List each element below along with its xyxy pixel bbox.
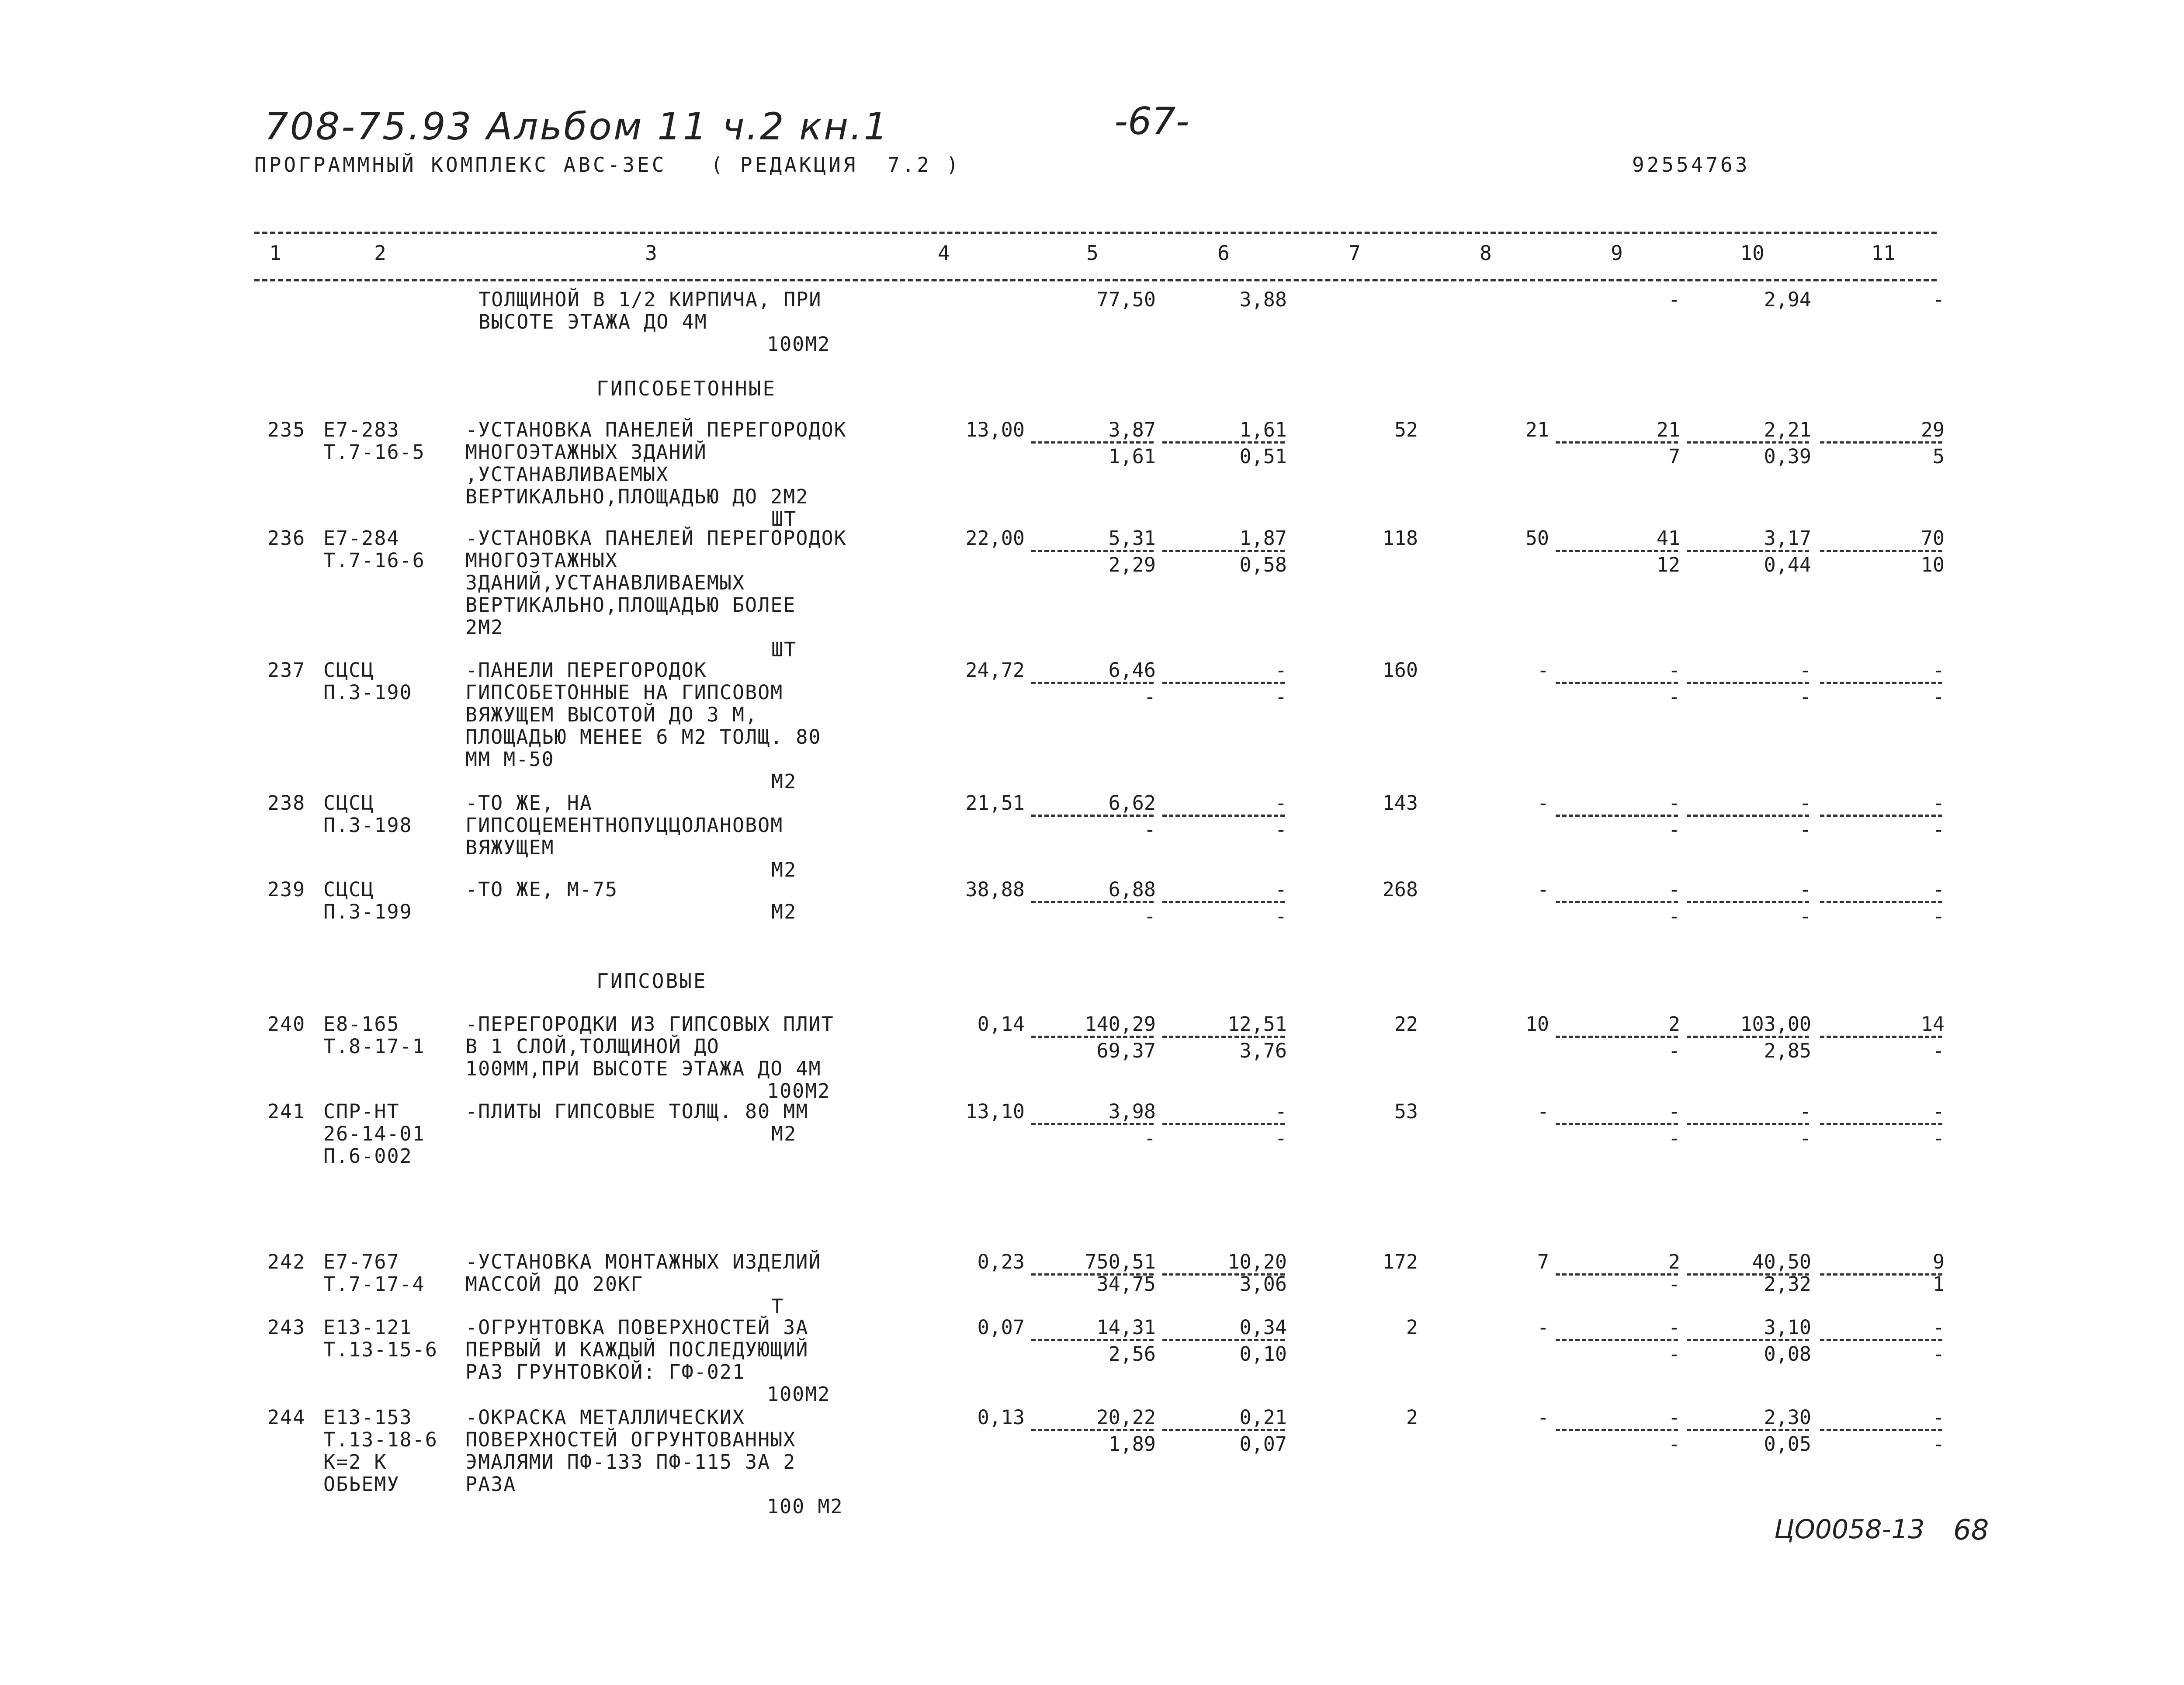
program-title: ПРОГРАММНЫЙ КОМПЛЕКС АВС-3ЕС ( РЕДАКЦИЯ 7.2 ) [254,153,961,177]
cell-c6: 0,21 [1239,1406,1287,1429]
cell-c9: - [1668,659,1680,682]
cell-c5: 3,98 [1108,1100,1156,1123]
cell-c11: 70 [1921,527,1945,550]
handwritten-title: 708-75.93 Альбом 11 ч.2 кн.1 [264,105,890,149]
cell-c7: 268 [1382,878,1418,901]
cell-c5: 6,46 [1108,659,1156,682]
column-number: 10 [1740,241,1765,265]
row-desc: -УСТАНОВКА ПАНЕЛЕЙ ПЕРЕГОРОДОК [465,418,847,441]
cell-c4: 13,10 [965,1100,1025,1123]
cell-c10: - [1799,791,1811,815]
cell-c11-second: - [1932,905,1945,928]
cell-c8: - [1537,1316,1549,1339]
row-code: Т.7-16-6 [323,549,425,572]
cell-c4: 21,51 [965,791,1025,815]
row-number: 238 [267,791,306,815]
cell-c8: - [1537,791,1549,815]
cell-c6: - [1275,659,1287,682]
cell-c7: 118 [1382,527,1418,550]
row-code: П.3-198 [323,814,413,837]
cell-col6: 3,88 [1239,288,1287,311]
row-number: 241 [267,1100,306,1123]
row-desc: -ОГРУНТОВКА ПОВЕРХНОСТЕЙ ЗА [465,1316,809,1339]
cell-c10: 3,10 [1764,1316,1811,1339]
cell-c10-second: 0,05 [1764,1432,1811,1456]
row-desc: В 1 СЛОЙ,ТОЛЩИНОЙ ДО [465,1035,720,1058]
cell-c5: 3,87 [1108,418,1156,441]
row-code: П.3-199 [323,900,413,923]
row-unit: ШТ [771,638,797,661]
cell-divider [1687,815,1809,817]
cell-c6: 10,20 [1227,1250,1287,1273]
cell-c6: 0,34 [1239,1316,1287,1339]
row-unit: М2 [771,1122,797,1145]
cell-divider [1162,1036,1285,1038]
unit: 100М2 [767,333,831,356]
row-desc: 2М2 [465,616,504,639]
row-number: 237 [267,659,306,682]
cell-divider [1162,1429,1285,1431]
cell-c11-second: - [1932,1342,1945,1366]
cell-c7: 143 [1382,791,1418,815]
cell-c11: - [1932,1406,1945,1429]
cell-c4: 0,23 [977,1250,1025,1273]
cell-c5-second: 1,89 [1108,1432,1156,1456]
cell-c5: 14,31 [1096,1316,1156,1339]
footer-stamp: ЦО0058-13 [1774,1514,1925,1545]
row-code: К=2 К [323,1450,387,1474]
cell-c9: 2 [1668,1250,1680,1273]
cell-c10-second: 0,39 [1764,445,1811,468]
desc-line: ВЫСОТЕ ЭТАЖА ДО 4М [478,310,707,333]
cell-divider [1556,1429,1678,1431]
cell-c5-second: - [1144,905,1156,928]
cell-col10: 2,94 [1764,288,1811,311]
cell-divider [1556,901,1678,903]
cell-c6: - [1275,878,1287,901]
cell-divider [1820,550,1942,552]
cell-c6: - [1275,791,1287,815]
cell-divider [1687,441,1809,444]
row-desc: -ПАНЕЛИ ПЕРЕГОРОДОК [465,659,707,682]
cell-c9: - [1668,1406,1680,1429]
cell-divider [1162,1123,1285,1125]
row-unit: М2 [771,900,797,923]
cell-c7: 53 [1394,1100,1418,1123]
cell-c11: - [1932,878,1945,901]
cell-c8: - [1537,1100,1549,1123]
row-code: Т.7-17-4 [323,1272,425,1296]
cell-c11-second: - [1932,685,1945,708]
row-code: Т.7-16-5 [323,440,425,464]
cell-divider [1820,901,1942,903]
column-number: 2 [374,241,386,265]
cell-c5: 20,22 [1096,1406,1156,1429]
cell-c6-second: 3,76 [1239,1039,1287,1062]
cell-c11: - [1932,659,1945,682]
cell-c10-second: 2,85 [1764,1039,1811,1062]
cell-c11: 14 [1921,1012,1945,1036]
cell-c9-second: - [1668,1432,1680,1456]
cell-c8: 50 [1525,527,1549,550]
cell-c9: - [1668,878,1680,901]
cell-c7: 2 [1406,1406,1418,1429]
row-code: Е7-767 [323,1250,400,1273]
column-number: 6 [1217,241,1230,265]
row-desc: ,УСТАНАВЛИВАЕМЫХ [465,463,669,486]
column-number: 11 [1871,241,1896,265]
cell-c9-second: - [1668,905,1680,928]
cell-c9-second: - [1668,1342,1680,1366]
cell-divider [1031,815,1154,817]
row-unit: М2 [771,770,797,793]
cell-c8: 21 [1525,418,1549,441]
cell-c10: 40,50 [1752,1250,1811,1273]
cell-c10: - [1799,878,1811,901]
row-desc: ПЛОЩАДЬЮ МЕНЕЕ 6 М2 ТОЛЩ. 80 [465,725,822,749]
cell-c10-second: 0,44 [1764,553,1811,576]
cell-divider [1031,682,1154,684]
cell-divider [1162,901,1285,903]
cell-divider [1031,1036,1154,1038]
cell-col11: - [1932,288,1945,311]
row-desc: МНОГОЭТАЖНЫХ [465,549,618,572]
cell-c4: 22,00 [965,527,1025,550]
cell-divider [1162,682,1285,684]
cell-c4: 24,72 [965,659,1025,682]
column-number: 9 [1611,241,1623,265]
row-code: СЦСЦ [323,791,374,815]
cell-c5-second: - [1144,1127,1156,1150]
cell-divider [1820,441,1942,444]
row-desc: ВЕРТИКАЛЬНО,ПЛОЩАДЬЮ ДО 2М2 [465,485,809,508]
cell-c10-second: - [1799,818,1811,841]
row-desc: -ПЕРЕГОРОДКИ ИЗ ГИПСОВЫХ ПЛИТ [465,1012,834,1036]
cell-c10-second: - [1799,1127,1811,1150]
cell-c5: 5,31 [1108,527,1156,550]
row-code: СЦСЦ [323,878,374,901]
row-desc: -ТО ЖЕ, М-75 [465,878,618,901]
cell-c5-second: 2,56 [1108,1342,1156,1366]
cell-c9-second: - [1668,818,1680,841]
cell-c6: 1,87 [1239,527,1287,550]
row-code: Т.13-18-6 [323,1428,438,1451]
row-code: Е7-283 [323,418,400,441]
cell-divider [1556,682,1678,684]
cell-c6: 1,61 [1239,418,1287,441]
cell-c6: - [1275,1100,1287,1123]
row-desc: ММ М-50 [465,748,555,771]
column-number: 4 [938,241,950,265]
cell-c11-second: - [1932,1432,1945,1456]
cell-col9: - [1668,288,1680,311]
cell-c5: 6,62 [1108,791,1156,815]
row-desc: ВЯЖУЩЕМ [465,836,555,859]
cell-c6-second: 0,51 [1239,445,1287,468]
cell-divider [1556,441,1678,444]
row-code: Т.8-17-1 [323,1035,425,1058]
cell-divider [1820,1429,1942,1431]
cell-c9: - [1668,791,1680,815]
cell-divider [1031,550,1154,552]
cell-c9-second: 7 [1668,445,1680,468]
row-unit: Т [771,1295,784,1318]
cell-divider [1556,1339,1678,1341]
cell-c6: 12,51 [1227,1012,1287,1036]
cell-divider [1820,1339,1942,1341]
cell-c10: 103,00 [1740,1012,1811,1036]
cell-c11: - [1932,791,1945,815]
cell-c10-second: 2,32 [1764,1272,1811,1296]
cell-c10: 3,17 [1764,527,1811,550]
cell-col5: 77,50 [1096,288,1156,311]
cell-c8: - [1537,878,1549,901]
column-number: 8 [1480,241,1492,265]
cell-divider [1162,550,1285,552]
row-desc: ВЕРТИКАЛЬНО,ПЛОЩАДЬЮ БОЛЕЕ [465,593,796,617]
cell-divider [1031,1123,1154,1125]
cell-c5-second: 34,75 [1096,1272,1156,1296]
cell-c9: - [1668,1316,1680,1339]
cell-c9: 2 [1668,1012,1680,1036]
row-desc: МНОГОЭТАЖНЫХ ЗДАНИЙ [465,440,707,464]
cell-c9-second: - [1668,1127,1680,1150]
cell-c9: 41 [1656,527,1680,550]
cell-c8: 7 [1537,1250,1549,1273]
cell-c6-second: - [1275,685,1287,708]
row-code: Е7-284 [323,527,400,550]
cell-divider [1687,682,1809,684]
cell-c11-second: 10 [1921,553,1945,576]
cell-c5-second: - [1144,685,1156,708]
row-desc: -ПЛИТЫ ГИПСОВЫЕ ТОЛЩ. 80 ММ [465,1100,809,1123]
row-desc: -ТО ЖЕ, НА [465,791,593,815]
row-number: 242 [267,1250,306,1273]
row-code: СПР-НТ [323,1100,400,1123]
cell-c9-second: - [1668,685,1680,708]
row-desc: ЭМАЛЯМИ ПФ-133 ПФ-115 ЗА 2 [465,1450,796,1474]
cell-divider [1820,1123,1942,1125]
cell-c10: 2,21 [1764,418,1811,441]
row-code: П.3-190 [323,681,413,704]
cell-c6-second: - [1275,818,1287,841]
cell-c10: - [1799,1100,1811,1123]
cell-c11-second: - [1932,1127,1945,1150]
cell-c11-second: - [1932,818,1945,841]
row-number: 240 [267,1012,306,1036]
cell-c10: - [1799,659,1811,682]
cell-divider [1556,815,1678,817]
cell-divider [1687,1036,1809,1038]
cell-c11: 29 [1921,418,1945,441]
row-code: 26-14-01 [323,1122,425,1145]
cell-c8: - [1537,659,1549,682]
column-number: 1 [269,241,281,265]
cell-divider [1820,682,1942,684]
header-rule-bottom [254,279,1937,281]
cell-c7: 22 [1394,1012,1418,1036]
cell-c5-second: 69,37 [1096,1039,1156,1062]
row-desc: РАЗА [465,1473,517,1496]
cell-divider [1031,1339,1154,1341]
cell-c5-second: 2,29 [1108,553,1156,576]
row-desc: -УСТАНОВКА ПАНЕЛЕЙ ПЕРЕГОРОДОК [465,527,847,550]
cell-c9-second: - [1668,1039,1680,1062]
cell-c5: 6,88 [1108,878,1156,901]
cell-c10-second: - [1799,905,1811,928]
cell-c9: 21 [1656,418,1680,441]
row-desc: ПЕРВЫЙ И КАЖДЫЙ ПОСЛЕДУЮЩИЙ [465,1338,809,1361]
cell-c11: 9 [1932,1250,1945,1273]
row-desc: РАЗ ГРУНТОВКОЙ: ГФ-021 [465,1360,745,1383]
row-desc: -УСТАНОВКА МОНТАЖНЫХ ИЗДЕЛИЙ [465,1250,822,1273]
cell-divider [1687,1339,1809,1341]
cell-divider [1820,1036,1942,1038]
row-desc: ЗДАНИЙ,УСТАНАВЛИВАЕМЫХ [465,571,745,594]
cell-divider [1162,815,1285,817]
cell-c9-second: 12 [1656,553,1680,576]
row-unit: ШТ [771,507,797,530]
cell-divider [1687,1123,1809,1125]
row-desc: ГИПСОЦЕМЕНТНОПУЦЦОЛАНОВОМ [465,814,783,837]
cell-c6-second: 3,06 [1239,1272,1287,1296]
cell-c11-second: 1 [1932,1272,1945,1296]
cell-c4: 0,14 [977,1012,1025,1036]
row-desc: ПОВЕРХНОСТЕЙ ОГРУНТОВАННЫХ [465,1428,796,1451]
cell-c11-second: 5 [1932,445,1945,468]
desc-line: ТОЛЩИНОЙ В 1/2 КИРПИЧА, ПРИ [478,288,822,311]
cell-c6-second: - [1275,905,1287,928]
row-code: П.6-002 [323,1144,413,1168]
document-id: 92554763 [1632,153,1750,177]
cell-divider [1820,815,1942,817]
cell-c5: 140,29 [1085,1012,1156,1036]
cell-c9-second: - [1668,1272,1680,1296]
cell-c10-second: 0,08 [1764,1342,1811,1366]
row-desc: ГИПСОБЕТОННЫЕ НА ГИПСОВОМ [465,681,783,704]
row-code: Е13-121 [323,1316,413,1339]
row-unit: 100 М2 [767,1495,843,1518]
row-code: СЦСЦ [323,659,374,682]
cell-c4: 38,88 [965,878,1025,901]
row-unit: 100М2 [767,1383,831,1406]
cell-divider [1687,901,1809,903]
column-number: 7 [1349,241,1361,265]
row-desc: -ОКРАСКА МЕТАЛЛИЧЕСКИХ [465,1406,745,1429]
cell-divider [1687,550,1809,552]
section-title: ГИПСОБЕТОННЫЕ [596,377,777,400]
row-unit: 100М2 [767,1079,831,1103]
cell-c6-second: 0,07 [1239,1432,1287,1456]
row-code: Е8-165 [323,1012,400,1036]
cell-divider [1162,1339,1285,1341]
cell-divider [1556,550,1678,552]
sheet-number: 68 [1953,1514,1989,1546]
header-rule-top [254,232,1937,234]
cell-c10: 2,30 [1764,1406,1811,1429]
cell-c6-second: - [1275,1127,1287,1150]
row-number: 239 [267,878,306,901]
cell-c5-second: - [1144,818,1156,841]
cell-c7: 160 [1382,659,1418,682]
cell-divider [1687,1429,1809,1431]
row-code: ОБЬЕМУ [323,1473,400,1496]
cell-c7: 52 [1394,418,1418,441]
cell-c5-second: 1,61 [1108,445,1156,468]
row-unit: М2 [771,858,797,881]
cell-c8: - [1537,1406,1549,1429]
cell-divider [1031,901,1154,903]
cell-c7: 172 [1382,1250,1418,1273]
row-number: 244 [267,1406,306,1429]
cell-divider [1162,441,1285,444]
row-desc: ВЯЖУЩЕМ ВЫСОТОЙ ДО 3 М, [465,703,758,726]
cell-c5: 750,51 [1085,1250,1156,1273]
row-desc: МАССОЙ ДО 20КГ [465,1272,644,1296]
cell-c6-second: 0,10 [1239,1342,1287,1366]
row-code: Т.13-15-6 [323,1338,438,1361]
cell-c7: 2 [1406,1316,1418,1339]
row-desc: 100ММ,ПРИ ВЫСОТЕ ЭТАЖА ДО 4М [465,1057,822,1080]
column-number: 3 [645,241,657,265]
cell-c8: 10 [1525,1012,1549,1036]
cell-divider [1031,441,1154,444]
cell-divider [1556,1036,1678,1038]
column-number: 5 [1086,241,1099,265]
cell-c4: 13,00 [965,418,1025,441]
cell-c11-second: - [1932,1039,1945,1062]
cell-c10-second: - [1799,685,1811,708]
cell-c4: 0,13 [977,1406,1025,1429]
cell-c11: - [1932,1100,1945,1123]
row-number: 243 [267,1316,306,1339]
cell-c11: - [1932,1316,1945,1339]
row-number: 235 [267,418,306,441]
cell-divider [1031,1429,1154,1431]
cell-divider [1556,1123,1678,1125]
row-number: 236 [267,527,306,550]
page-number: -67- [1114,100,1189,143]
cell-c9: - [1668,1100,1680,1123]
cell-c4: 0,07 [977,1316,1025,1339]
section-title: ГИПСОВЫЕ [596,969,707,993]
row-code: Е13-153 [323,1406,413,1429]
cell-c6-second: 0,58 [1239,553,1287,576]
